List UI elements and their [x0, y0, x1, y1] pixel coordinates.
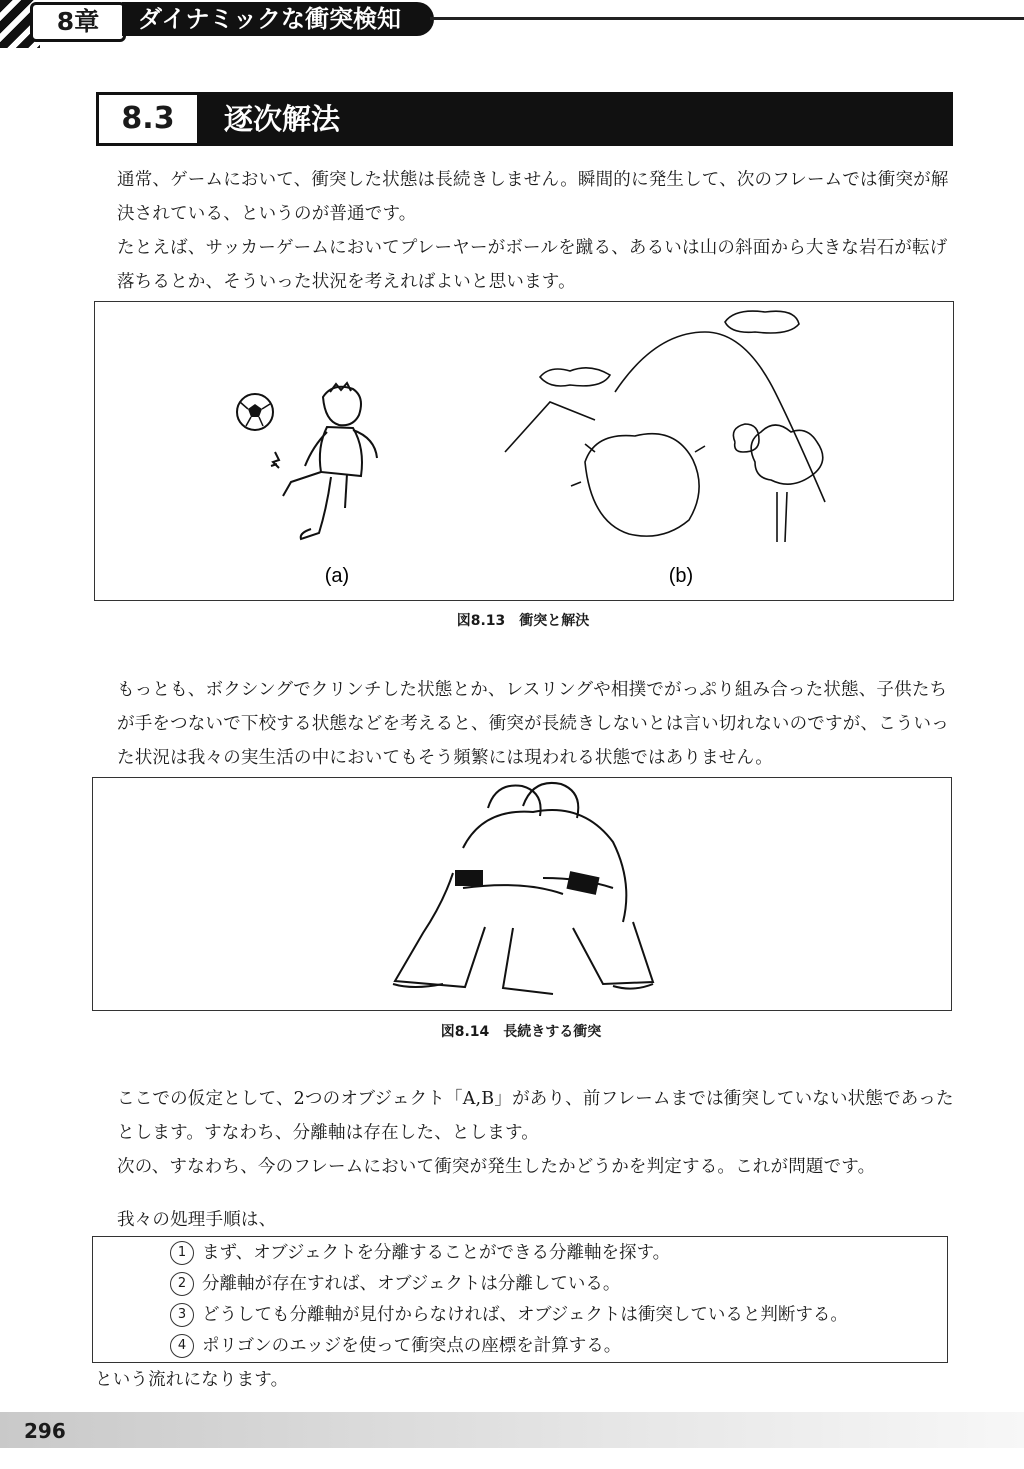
paragraph-group-2 [95, 1082, 955, 1184]
figure-8-13-caption: 図8.13 衝突と解決 [456, 613, 590, 629]
paragraph-6: 我々の処理手順は、 [117, 1210, 277, 1230]
paragraph-7: という流れになります。 [95, 1370, 289, 1390]
step-text: どうしても分離軸が見付からなければ、オブジェクトは衝突していると判断する。 [202, 1305, 848, 1325]
header-rule [430, 17, 1024, 20]
boy-kicking-drawing [271, 383, 377, 539]
section-number: 8.3 [96, 92, 200, 146]
soccer-ball-drawing [237, 394, 273, 430]
step-text: ポリゴンのエッジを使って衝突点の座標を計算する。 [202, 1336, 622, 1356]
figure-label-b: (b) [668, 565, 694, 587]
step-number: 4 [170, 1334, 194, 1358]
page-number: 296 [24, 1419, 66, 1443]
step-4 [170, 1331, 621, 1361]
step-text: まず、オブジェクトを分離することができる分離軸を探す。 [202, 1243, 671, 1263]
paragraph-3-wrap [95, 673, 955, 775]
paragraph-5: 次の、すなわち、今のフレームにおいて衝突が発生したかどうかを判定する。これが問題です。 [117, 1157, 876, 1177]
step-number: 2 [170, 1272, 194, 1296]
step-text: 分離軸が存在すれば、オブジェクトは分離している。 [202, 1274, 621, 1294]
paragraph-4: ここでの仮定として、2つのオブジェクト「A,B」があり、前フレームまでは衝突していない状態であったとします。すなわち、分離軸は存在した、とします。 [117, 1089, 954, 1143]
section-title: 逐次解法 [198, 92, 953, 146]
chapter-label: 8章 [30, 2, 126, 42]
paragraph-2: たとえば、サッカーゲームにおいてプレーヤーがボールを蹴る、あるいは山の斜面から大きな岩石が転げ落ちるとか、そういった状況を考えればよいと思います。 [117, 238, 948, 292]
figure-8-13 [94, 301, 954, 601]
figure-8-14 [92, 777, 952, 1011]
footer-bar [0, 1412, 1024, 1448]
paragraph-1: 通常、ゲームにおいて、衝突した状態は長続きしません。瞬間的に発生して、次のフレームでは衝突が解決されている、というのが普通です。 [117, 170, 949, 224]
step-number: 3 [170, 1303, 194, 1327]
step-1 [170, 1238, 670, 1268]
figure-label-a: (a) [324, 565, 350, 587]
step-2 [170, 1269, 620, 1299]
paragraph-7-wrap [95, 1363, 955, 1397]
paragraph-3: もっとも、ボクシングでクリンチした状態とか、レスリングや相撲でがっぷり組み合った状態、子供たちが手をつないで下校する状態などを考えると、衝突が長続きしないとは言い切れないのですが、こういった状況は我々の実生活の中においてもそう頻繁には現われる状態ではありません。 [117, 680, 949, 768]
grappling-figures-drawing [393, 783, 653, 994]
step-number: 1 [170, 1241, 194, 1265]
black-belt-left [455, 870, 483, 886]
figure-8-14-caption: 図8.14 長続きする衝突 [440, 1024, 602, 1040]
mountain-boulder-drawing [505, 311, 825, 542]
step-3 [170, 1300, 848, 1330]
chapter-title: ダイナミックな衝突検知 [122, 2, 434, 36]
black-belt-right [566, 871, 599, 895]
figure-8-13-illustration [95, 302, 953, 600]
paragraph-intro [95, 163, 955, 299]
paragraph-6-wrap [95, 1203, 955, 1237]
figure-8-14-illustration [93, 778, 951, 1010]
